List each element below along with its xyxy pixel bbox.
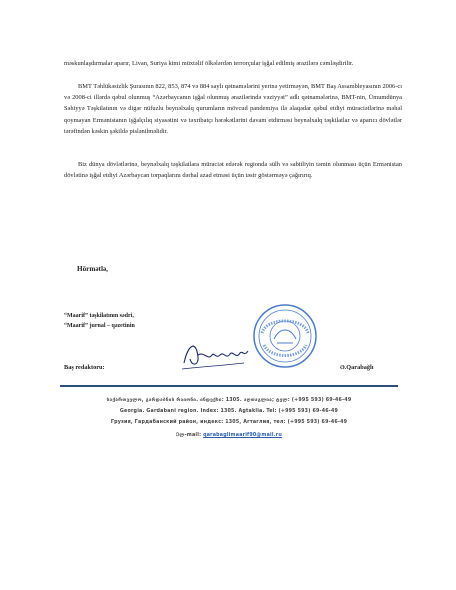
editor-name: Ə.Qarabağlı <box>340 364 374 371</box>
email-label: Ელ-mail: <box>176 433 202 438</box>
signatory-title-line-2: “Maarif” jurnal – qəzetinin <box>64 323 135 329</box>
handwritten-signature <box>178 333 258 375</box>
organization-seal <box>252 303 318 369</box>
footer-address-georgian: საქართველო, გარდაბნის რაიონი. ინდექსი: 1305. აღთაგლია; ტელ: (+995 593) 69-46-49 <box>106 398 352 403</box>
closing-salutation: Hörmətlə, <box>77 265 108 273</box>
footer-divider <box>60 385 398 387</box>
body-paragraph-3: Biz dünya dövlətlərinə, beynəlxalq təşkilatlara müraciət edərək regionda sülh və sabitliyin təmin olunması üçün Ermənistan dövlətinə işğal etdiyi Azərbaycan torpaqlarını dərhal azad etməsi üçün təsir göstərməyə çağırırıq. <box>64 161 402 180</box>
footer-email-line <box>60 432 398 438</box>
footer-address-russian: Грузия, Гардабанский район, индекс: 1305, Агтаглия, тел: (+995 593) 69-46-49 <box>110 420 348 425</box>
editor-label: Baş redaktoru: <box>64 364 105 371</box>
body-paragraph-2: BMT Təhlükəsizlik Şurasının 822, 853, 874 və 884 saylı qətnamələrini yerinə yetirməyən, BMT Baş Assambleyasının 2006-cı və 2008-ci illərdə qəbul olunmuş “Azərbaycanın işğal olunmuş ərazilərində vəziyyət” adlı qətnamələrinə, BMT-nin, Ümumdünya Səhiyyə Təşkilatının və digər nüfuzlu beynəlxalq qurumların mövcud pandemiya ilə əlaqədar qəbul etdiyi müraciətlərinə məhəl qoymayan Ermənistanın işğalçılıq siyasətini və təxribatçı hərəkətlərini davam etdirməsi beynəlxalq təşkilatlar və aparıcı dövlətlər tərəfindən kəskin şəkildə pislənilməlidir. <box>64 83 402 135</box>
footer-address-english: Georgia. Gardabani region. Index: 1305. Agtaklia. Tel: (+995 593) 69-46-49 <box>119 409 339 414</box>
body-paragraph-1: məskunlaşdırmalar aparır, Livan, Suriya kimi müxtəlif ölkələrdən terrorçular işğal edilmiş ərazilərə cəmləşdirilir. <box>64 60 354 67</box>
signatory-title-line-1: “Maarif” təşkilatının sədri, <box>64 313 134 319</box>
email-link[interactable]: qarabaglimaarif90@mail.ru <box>203 433 282 438</box>
